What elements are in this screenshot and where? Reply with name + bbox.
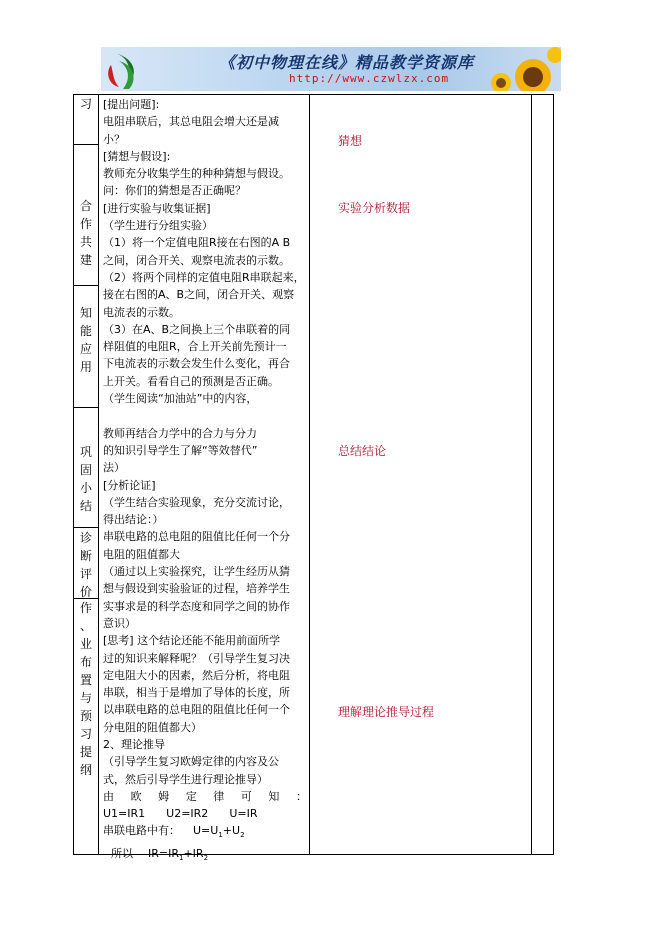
row-label-summary: [74, 443, 98, 515]
content-line: 想与假设到实验验证的过程，培养学生: [103, 582, 290, 596]
row-divider: [74, 407, 98, 408]
label-char: 用: [79, 360, 92, 374]
label-char: 能: [79, 324, 92, 338]
sunflower-icon: [481, 47, 561, 91]
derivation-char: 知: [268, 789, 280, 803]
content-line: 上开关。看看自己的预测是否正确。: [103, 374, 279, 388]
therefore-label: 所以: [111, 846, 133, 860]
series-eq-main: U=U: [193, 824, 219, 838]
label-char: 评: [79, 567, 92, 581]
label-char: 与: [79, 691, 92, 705]
content-line: 串联，相当于是增加了导体的长度，所: [103, 686, 290, 700]
content-line: 样阻值的电阻R，合上开关前先预计一: [103, 340, 287, 354]
content-line: 小？: [103, 132, 125, 146]
content-line: 的知识引导学生了解“等效替代”: [103, 443, 258, 457]
content-line: [思考] 这个结论还能不能用前面所学: [103, 634, 281, 648]
therefore-eq-sub: 1: [179, 854, 184, 863]
lesson-table: [73, 94, 554, 863]
series-label: 串联电路中有：: [103, 824, 180, 838]
logo-icon: [101, 47, 161, 91]
derivation-char: 律: [213, 789, 225, 803]
row-label-homework: [74, 599, 98, 779]
content-line: （3）在A、B之间换上三个串联着的同: [103, 322, 291, 336]
therefore-eq-plus: +IR: [183, 846, 204, 860]
label-char: 提: [79, 745, 92, 759]
label-char: 应: [79, 342, 92, 356]
label-char: 小: [79, 481, 92, 495]
row-label-cooperate: [74, 197, 98, 269]
therefore-line: [103, 845, 307, 867]
note-guess: 猜想: [338, 134, 363, 148]
content-line-blank: [103, 407, 307, 424]
content-line: （2）将两个同样的定值电阻R串联起来，: [103, 270, 305, 284]
row-divider: [74, 527, 98, 528]
note-summary: 总结结论: [338, 444, 387, 458]
equation: U1=IR1: [103, 807, 146, 821]
content-line: 教师充分收集学生的种种猜想与假设。: [103, 167, 290, 181]
content-line: （学生进行分组实验）: [103, 219, 213, 233]
label-char: 价: [79, 585, 92, 599]
label-char: 共: [79, 235, 92, 249]
series-eq-sub: 1: [218, 831, 223, 840]
content-line: 之间，闭合开关、观察电流表的示数。: [103, 253, 290, 267]
row-divider: [74, 144, 98, 145]
derivation-char: 欧: [130, 789, 142, 803]
content-line: 教师再结合力学中的合力与分力: [103, 426, 257, 440]
label-char: 布: [79, 655, 92, 669]
series-eq-sub: 2: [240, 831, 245, 840]
equation: U=IR: [229, 807, 258, 821]
label-char: 业: [79, 637, 92, 651]
content-line: [猜想与假设]:: [103, 149, 171, 163]
label-char: 作: [79, 601, 92, 615]
content-line: 电流表的示数。: [103, 305, 180, 319]
content-line: 定电阻大小的因素，然后分析，将电阻: [103, 668, 290, 682]
content-line: 以串联电路的总电阻的阻值比任何一个: [103, 703, 290, 717]
label-char: 纲: [79, 763, 92, 777]
content-line: 过的知识来解释呢？（引导学生复习决: [103, 651, 290, 665]
therefore-eq-sub: 2: [203, 854, 209, 863]
label-char: 习: [79, 97, 92, 111]
label-char: 巩: [79, 445, 92, 459]
derivation-char: ：: [295, 789, 307, 803]
derivation-line: [103, 788, 307, 805]
banner-url[interactable]: http://www.czwlzx.com: [289, 72, 450, 85]
content-line: 实事求是的科学态度和同学之间的协作: [103, 599, 290, 613]
label-char: 、: [79, 619, 92, 633]
label-char: 习: [79, 727, 92, 741]
series-line: [103, 822, 307, 844]
row-label-assess: [74, 529, 98, 601]
label-char: 合: [79, 199, 92, 213]
row-label-apply: [74, 304, 98, 376]
content-line: （引导学生复习欧姆定律的内容及公: [103, 755, 279, 769]
derivation-char: 定: [185, 789, 197, 803]
label-char: 作: [79, 217, 92, 231]
content-line: 法）: [103, 461, 125, 475]
content-line: 下电流表的示数会发生什么变化，再合: [103, 357, 290, 371]
content-line: （通过以上实验探究，让学生经历从猜: [103, 565, 290, 579]
label-char: 诊: [79, 531, 92, 545]
content-line: 问：你们的猜想是否正确呢？: [103, 184, 246, 198]
header-banner: [101, 47, 561, 91]
content-line: [分析论证]: [103, 478, 156, 492]
content-line: （学生阅读“加油站”中的内容，: [103, 392, 258, 406]
note-theory: 理解理论推导过程: [338, 705, 435, 719]
label-char: 断: [79, 549, 92, 563]
derivation-char: 姆: [158, 789, 170, 803]
content-line: 2、理论推导: [103, 737, 165, 751]
content-line: 电阻的阻值都大: [103, 547, 180, 561]
content-line: （学生结合实验现象，充分交流讨论，: [103, 495, 290, 509]
content-line: （1）将一个定值电阻R接在右图的A B: [103, 236, 291, 250]
row-divider: [74, 285, 98, 286]
content-line: 电阻串联后，其总电阻会增大还是减: [103, 115, 279, 129]
content-line: 分电阻的阻值都大）: [103, 720, 202, 734]
label-char: 预: [79, 709, 92, 723]
content-line: 串联电路的总电阻的阻值比任何一个分: [103, 530, 290, 544]
banner-title: 《初中物理在线》精品教学资源库: [219, 53, 475, 72]
label-char: 知: [79, 306, 92, 320]
row-label-xi: [74, 95, 98, 113]
derivation-char: 由: [103, 789, 114, 803]
content-line: [提出问题]:: [103, 98, 160, 111]
content-line: 式，然后引导学生进行理论推导）: [103, 772, 268, 786]
label-char: 固: [79, 463, 92, 477]
note-experiment: 实验分析数据: [338, 201, 411, 215]
label-char: 置: [79, 673, 92, 687]
content-line: 得出结论：）: [103, 513, 164, 527]
column-divider: [531, 95, 532, 854]
content-line: 意识）: [103, 616, 136, 630]
therefore-eq-main: IR=IR: [148, 846, 179, 860]
equation-line: [103, 805, 307, 822]
content-line: 接在右图的A、B之间，闭合开关、观察: [103, 288, 295, 302]
teaching-content: [103, 96, 307, 867]
label-char: 结: [79, 499, 92, 513]
series-eq-plus: +U: [222, 824, 241, 838]
label-char: 建: [79, 253, 92, 267]
derivation-char: 可: [240, 789, 252, 803]
column-divider: [98, 95, 99, 854]
equation: U2=IR2: [166, 807, 209, 821]
column-divider: [309, 95, 310, 854]
content-line: [进行实验与收集证据]: [103, 201, 211, 215]
